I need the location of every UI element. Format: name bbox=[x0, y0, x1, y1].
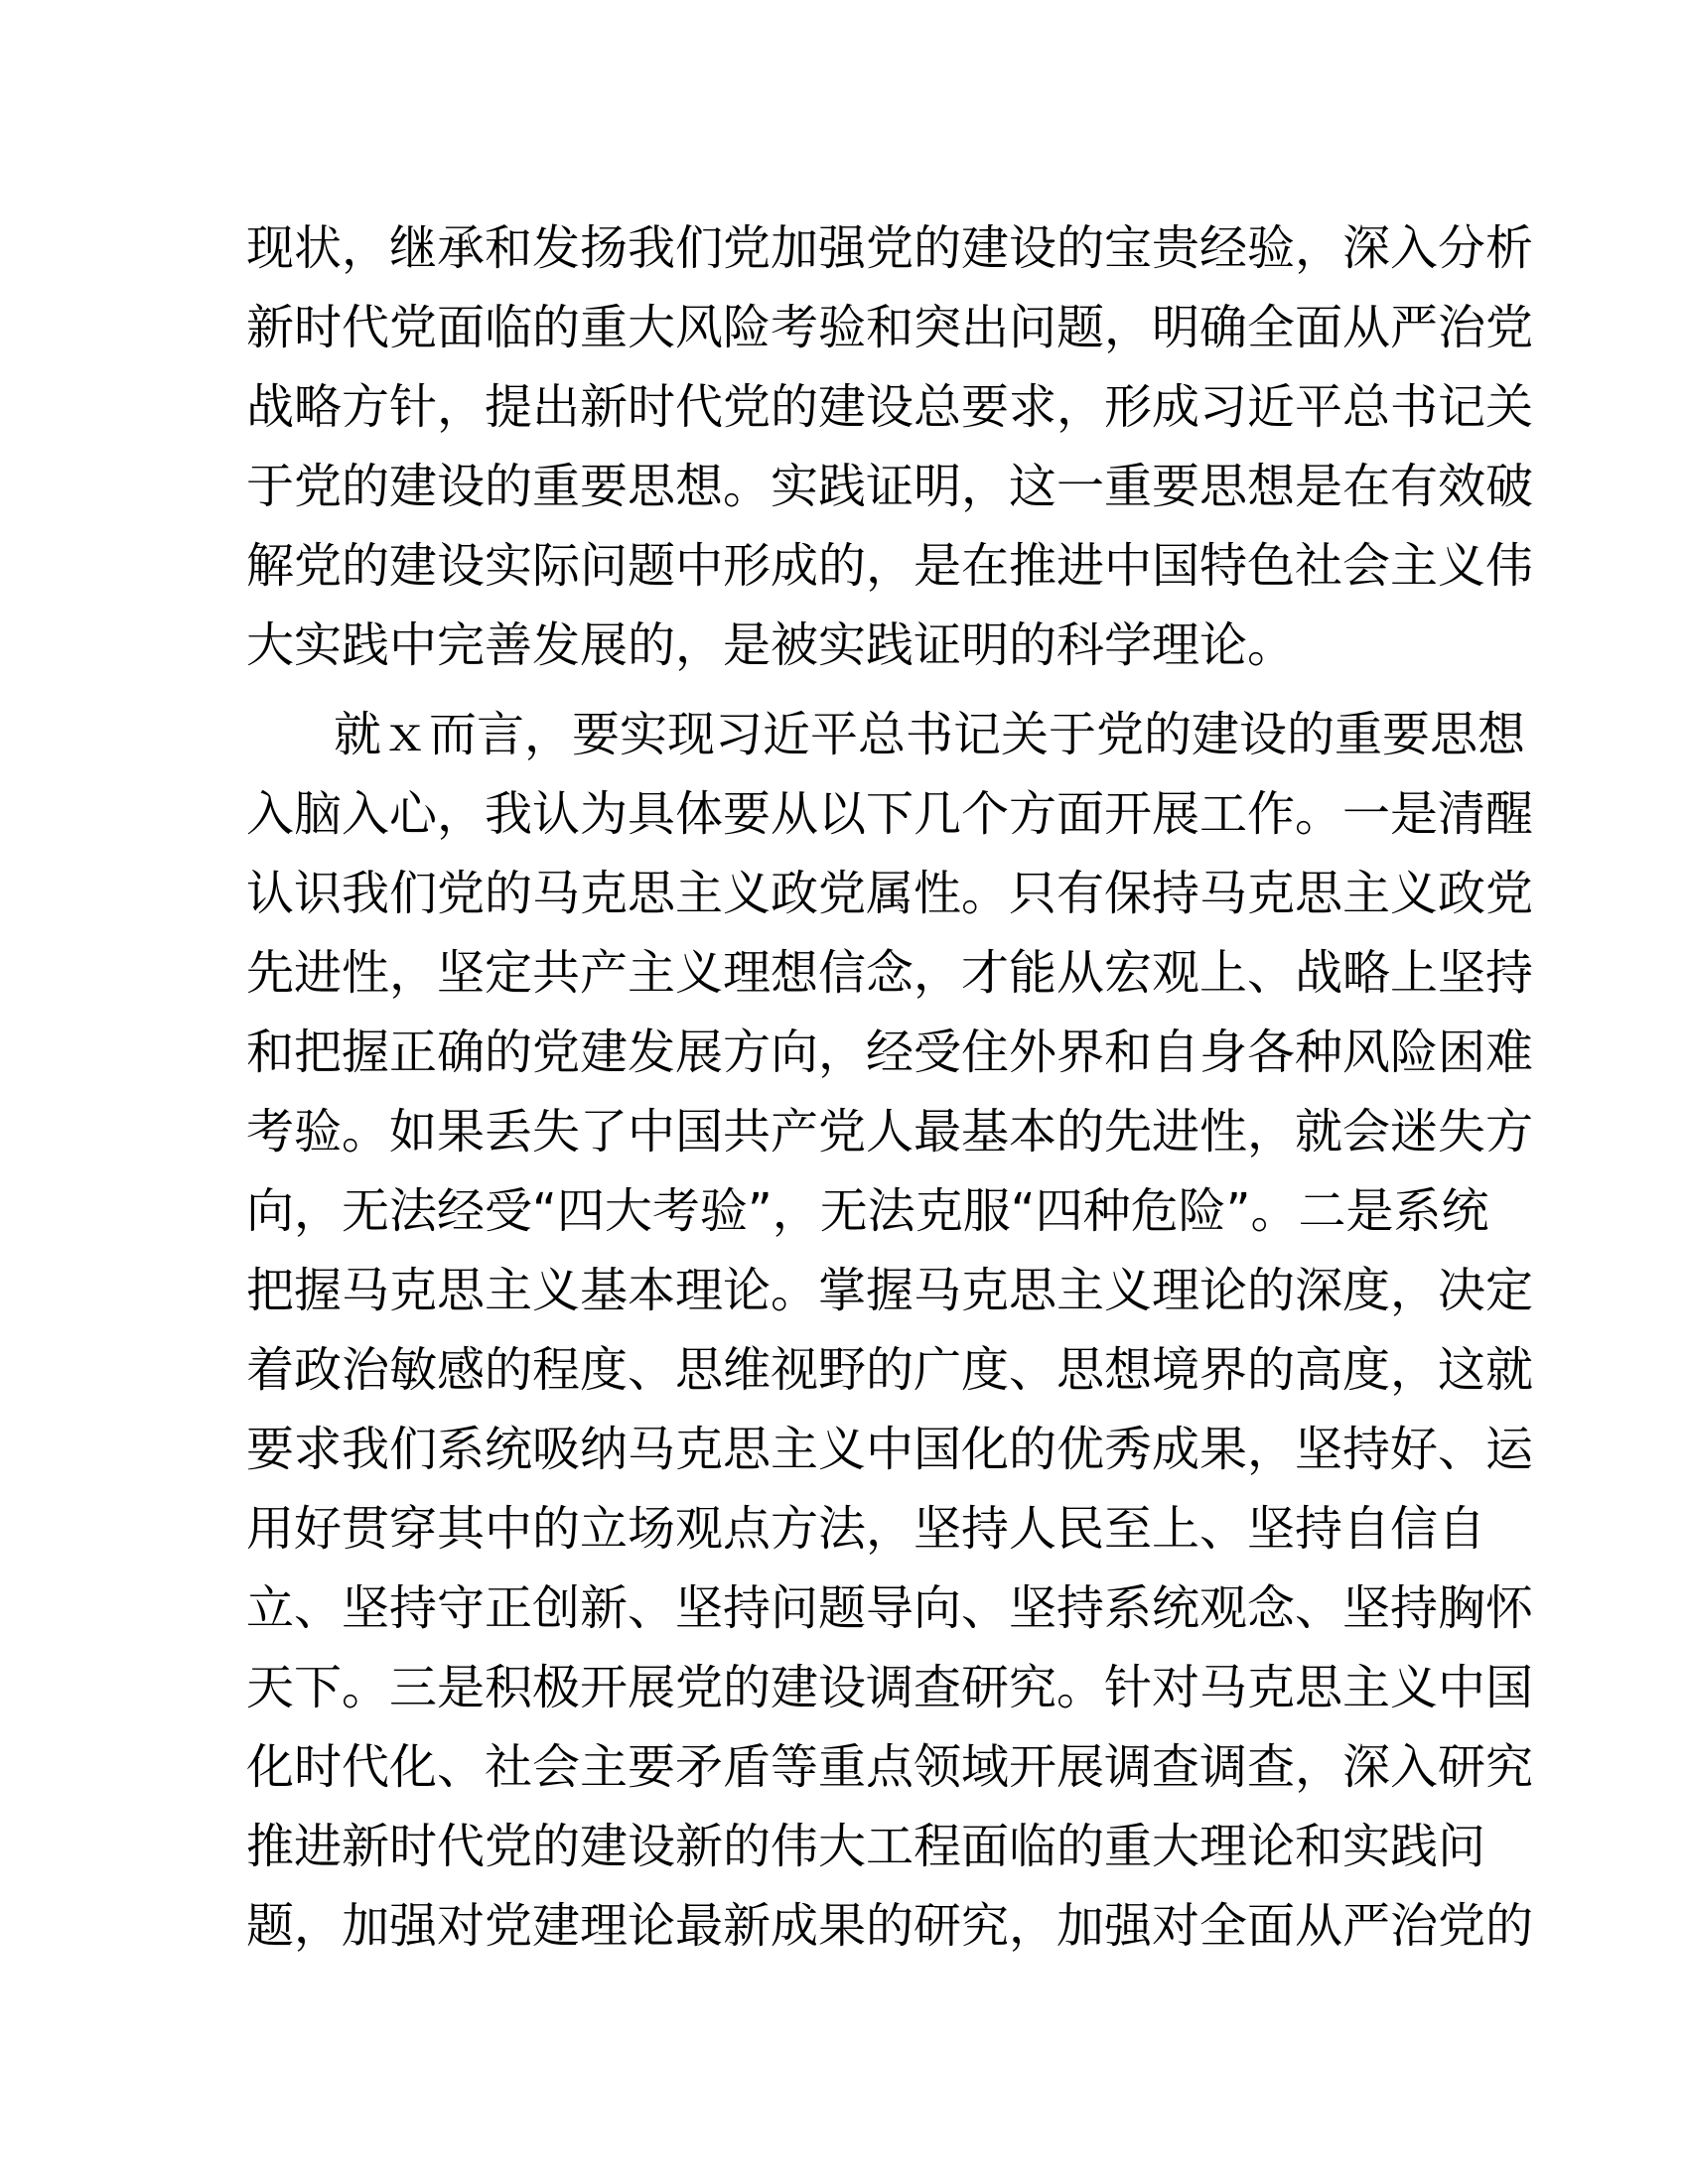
text-line: 题，加强对党建理论最新成果的研究，加强对全面从严治党的 bbox=[246, 1898, 1534, 1954]
text-line: 大实践中完善发展的，是被实践证明的科学理论。 bbox=[246, 617, 1296, 673]
text-line: 推进新时代党的建设新的伟大工程面临的重大理论和实践问 bbox=[246, 1819, 1486, 1874]
text-line: 战略方针，提出新时代党的建设总要求，形成习近平总书记关 bbox=[246, 379, 1534, 435]
text-line: 解党的建设实际问题中形成的，是在推进中国特色社会主义伟 bbox=[246, 538, 1534, 594]
text-line: 立、坚持守正创新、坚持问题导向、坚持系统观念、坚持胸怀 bbox=[246, 1580, 1534, 1636]
text-line: 化时代化、社会主要矛盾等重点领域开展调查调查，深入研究 bbox=[246, 1739, 1534, 1795]
text-line: 先进性，坚定共产主义理想信念，才能从宏观上、战略上坚持 bbox=[246, 945, 1534, 1001]
text-line-indented: 就ｘ而言，要实现习近平总书记关于党的建设的重要思想 bbox=[334, 707, 1526, 762]
text-line: 入脑入心，我认为具体要从以下几个方面开展工作。一是清醒 bbox=[246, 786, 1534, 842]
text-line: 认识我们党的马克思主义政党属性。只有保持马克思主义政党 bbox=[246, 866, 1534, 921]
text-line: 现状，继承和发扬我们党加强党的建设的宝贵经验，深入分析 bbox=[246, 220, 1534, 276]
text-line: 天下。三是积极开展党的建设调查研究。针对马克思主义中国 bbox=[246, 1660, 1534, 1715]
text-line: 用好贯穿其中的立场观点方法，坚持人民至上、坚持自信自 bbox=[246, 1501, 1486, 1557]
text-line: 新时代党面临的重大风险考验和突出问题，明确全面从严治党 bbox=[246, 300, 1534, 355]
text-line: 向，无法经受“四大考验”，无法克服“四种危险”。二是系统 bbox=[246, 1183, 1489, 1239]
text-line: 要求我们系统吸纳马克思主义中国化的优秀成果，坚持好、运 bbox=[246, 1422, 1534, 1477]
text-line: 考验。如果丢失了中国共产党人最基本的先进性，就会迷失方 bbox=[246, 1104, 1534, 1160]
text-line: 于党的建设的重要思想。实践证明，这一重要思想是在有效破 bbox=[246, 459, 1534, 514]
text-line: 把握马克思主义基本理论。掌握马克思主义理论的深度，决定 bbox=[246, 1263, 1534, 1318]
text-line: 着政治敏感的程度、思维视野的广度、思想境界的高度，这就 bbox=[246, 1342, 1534, 1398]
text-line: 和把握正确的党建发展方向，经受住外界和自身各种风险困难 bbox=[246, 1024, 1534, 1080]
